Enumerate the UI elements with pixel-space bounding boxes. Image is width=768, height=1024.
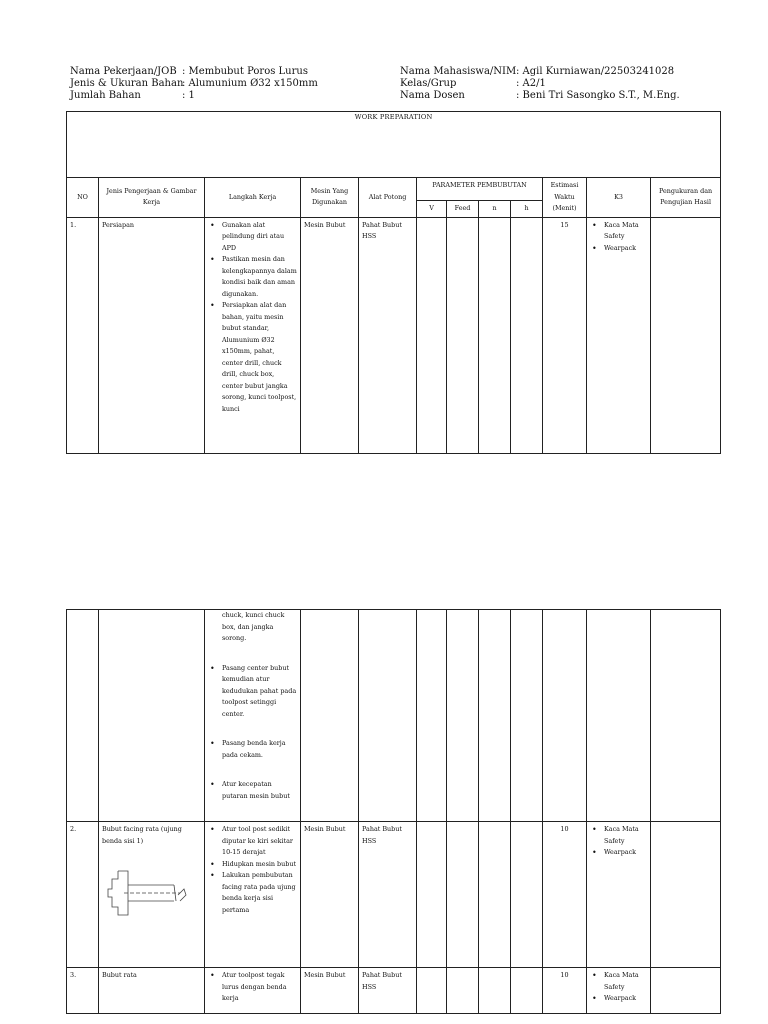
- col-k3: K3: [587, 178, 651, 218]
- student-name-row: [400, 66, 680, 78]
- table-title-row: [67, 112, 721, 178]
- col-langkah: Langkah Kerja: [205, 178, 301, 218]
- row1-k3-2: • Wearpack: [604, 243, 647, 255]
- row1-steps: [205, 217, 301, 453]
- col-alat: Alat Potong: [359, 178, 417, 218]
- row3-step-1: • Atur toolpost tegak lurus dengan benda kerja: [222, 970, 297, 1005]
- job-name-label: Nama Pekerjaan/JOB: [70, 66, 177, 77]
- row2-jenis: Bubut facing rata (ujung benda sisi 1): [102, 825, 182, 845]
- row2-no: 2.: [67, 822, 99, 968]
- student-info-right: [400, 66, 680, 102]
- material-value: : Alumunium Ø32 x150mm: [182, 78, 318, 89]
- row1-step-2: • Pastikan mesin dan kelengkapannya dalam kondisi baik dan aman digunakan.: [222, 254, 297, 300]
- row1-v: [417, 217, 447, 453]
- row1-pengukuran: [651, 217, 721, 453]
- job-info-left: [70, 66, 318, 102]
- row3-alat: Pahat Bubut HSS: [359, 968, 417, 1014]
- job-name-value: : Membubut Poros Lurus: [182, 66, 308, 77]
- row1-feed: [447, 217, 479, 453]
- cont-step-2: • Pasang benda kerja pada cekam.: [222, 738, 297, 761]
- col-h: h: [511, 201, 543, 218]
- col-n: n: [479, 201, 511, 218]
- row2-estimasi: 10: [543, 822, 587, 968]
- class-label: Kelas/Grup: [400, 78, 457, 89]
- row1-step-1: • Gunakan alat pelindung diri atau APD: [222, 220, 297, 255]
- col-mesin: Mesin Yang Digunakan: [301, 178, 359, 218]
- row3-k3-1: • Kaca Mata Safety: [604, 970, 647, 993]
- cont-step-1: • Pasang center bubut kemudian atur kedudukan pahat pada toolpost setinggi center.: [222, 663, 297, 721]
- job-name-row: [70, 66, 318, 78]
- row2-step-1: • Atur tool post sedikit diputar ke kiri sekitar 10-15 derajat: [222, 824, 297, 859]
- row1-no: 1.: [67, 217, 99, 453]
- row1-h: [511, 217, 543, 453]
- row1-jenis: Persiapan: [99, 217, 205, 453]
- row3-estimasi: 10: [543, 968, 587, 1014]
- lecturer-value: : Beni Tri Sasongko S.T., M.Eng.: [516, 90, 680, 101]
- table-row: [67, 610, 721, 822]
- quantity-value: : 1: [182, 90, 195, 101]
- row2-step-2: • Hidupkan mesin bubut: [222, 859, 297, 871]
- cont-steps: [205, 610, 301, 822]
- row2-k3-1: • Kaca Mata Safety: [604, 824, 647, 847]
- row3-steps: [205, 968, 301, 1014]
- table-row: [67, 217, 721, 453]
- class-value: : A2/1: [516, 78, 546, 89]
- row1-step-3: • Persiapkan alat dan bahan, yaitu mesin bubut standar, Alumunium Ø32 x150mm, pahat, center drill, chuck drill, chuck box, center bubut jangka sorong, kunci toolpost, kunci: [222, 300, 297, 415]
- header-row: [67, 178, 721, 201]
- quantity-label: Jumlah Bahan: [70, 90, 141, 101]
- student-name-value: : Agil Kurniawan/22503241028: [516, 66, 675, 77]
- row2-jenis-cell: [99, 822, 205, 968]
- cont-step-3: • Atur kecepatan putaran mesin bubut: [222, 779, 297, 802]
- col-pengukuran: Pengukuran dan Pengujian Hasil: [651, 178, 721, 218]
- row3-mesin: Mesin Bubut: [301, 968, 359, 1014]
- table-row: [67, 968, 721, 1014]
- col-v: V: [417, 201, 447, 218]
- class-row: [400, 78, 680, 90]
- row3-k3: [587, 968, 651, 1014]
- work-preparation-table: [66, 111, 721, 454]
- row1-n: [479, 217, 511, 453]
- work-preparation-table-continued: [66, 609, 721, 1014]
- row1-alat: Pahat Bubut HSS: [359, 217, 417, 453]
- student-name-label: Nama Mahasiswa/NIM: [400, 66, 517, 77]
- facing-drawing-image: [104, 865, 188, 919]
- col-parameter: PARAMETER PEMBUBUTAN: [417, 178, 543, 201]
- col-no: NO: [67, 178, 99, 218]
- row3-no: 3.: [67, 968, 99, 1014]
- row3-k3-2: • Wearpack: [604, 993, 647, 1005]
- row1-k3: [587, 217, 651, 453]
- row1-mesin: Mesin Bubut: [301, 217, 359, 453]
- table-row: [67, 822, 721, 968]
- cont-text: chuck, kunci chuck box, dan jangka sorong.: [222, 611, 285, 642]
- row2-k3: [587, 822, 651, 968]
- row1-k3-1: • Kaca Mata Safety: [604, 220, 647, 243]
- quantity-row: [70, 90, 318, 102]
- col-estimasi: Estimasi Waktu (Menit): [543, 178, 587, 218]
- row2-steps: [205, 822, 301, 968]
- col-jenis: Jenis Pengerjaan & Gambar Kerja: [99, 178, 205, 218]
- lecturer-row: [400, 90, 680, 102]
- col-feed: Feed: [447, 201, 479, 218]
- row2-mesin: Mesin Bubut: [301, 822, 359, 968]
- row1-estimasi: 15: [543, 217, 587, 453]
- material-row: [70, 78, 318, 90]
- row2-step-3: • Lakukan pembubutan facing rata pada ujung benda kerja sisi pertama: [222, 870, 297, 916]
- lecturer-label: Nama Dosen: [400, 90, 465, 101]
- row2-alat: Pahat Bubut HSS: [359, 822, 417, 968]
- row3-jenis: Bubut rata: [99, 968, 205, 1014]
- table-title: WORK PREPARATION: [67, 112, 721, 178]
- row2-k3-2: • Wearpack: [604, 847, 647, 859]
- material-label: Jenis & Ukuran Bahan: [70, 78, 184, 89]
